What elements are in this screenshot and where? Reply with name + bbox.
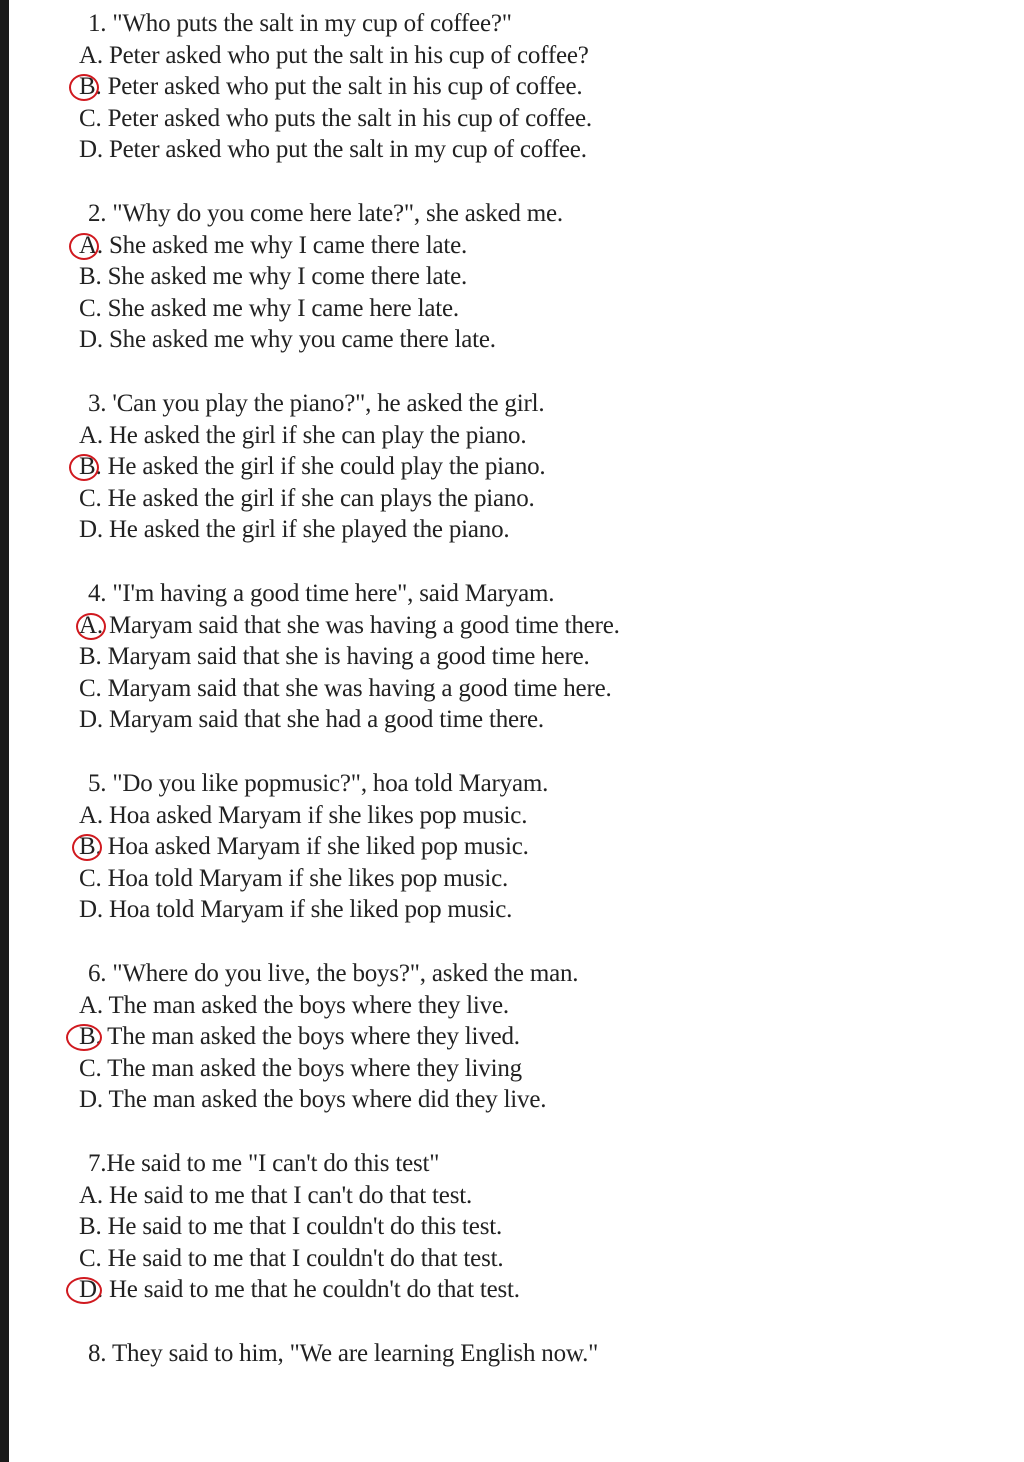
option-d: D. She asked me why you came there late. <box>79 326 496 354</box>
option-c: C. He asked the girl if she can plays the piano. <box>79 484 535 512</box>
question-stem: 5. "Do you like popmusic?", hoa told Maryam. <box>88 770 549 797</box>
answer-circle-mark <box>69 74 99 101</box>
option-a: A. He asked the girl if she can play the piano. <box>79 421 527 449</box>
option-c: C. Maryam said that she was having a good time here. <box>79 674 612 702</box>
option-a: A. Hoa asked Maryam if she likes pop music. <box>79 801 528 829</box>
option-c: C. Hoa told Maryam if she likes pop music. <box>79 864 509 892</box>
answer-circle-mark <box>69 233 99 260</box>
option-b <box>0 451 800 483</box>
option-text: A. Maryam said that she was having a good time there. <box>79 611 620 639</box>
option-text: B. The man asked the boys where they lived. <box>79 1023 520 1051</box>
option-text: B. He asked the girl if she could play the piano. <box>79 453 546 481</box>
question-stem: 7.He said to me "I can't do this test" <box>88 1150 440 1177</box>
question-4 <box>0 578 800 736</box>
option-d: D. The man asked the boys where did they live. <box>79 1086 547 1114</box>
answer-circle-mark <box>69 454 99 481</box>
option-a: A. The man asked the boys where they live. <box>79 991 509 1019</box>
question-1 <box>0 8 800 166</box>
option-b <box>0 831 800 863</box>
question-5 <box>0 768 800 926</box>
question-stem: 1. "Who puts the salt in my cup of coffee?" <box>88 10 512 37</box>
answer-circle-mark <box>76 613 106 640</box>
option-c: C. He said to me that I couldn't do that test. <box>79 1244 504 1272</box>
option-a: A. Peter asked who put the salt in his cup of coffee? <box>79 41 589 69</box>
question-6 <box>0 958 800 1116</box>
option-d: D. He asked the girl if she played the piano. <box>79 516 510 544</box>
option-b <box>0 71 800 103</box>
option-text: B. Hoa asked Maryam if she liked pop music. <box>79 833 529 861</box>
option-d <box>0 1274 800 1306</box>
question-3 <box>0 388 800 546</box>
question-2 <box>0 198 800 356</box>
option-b <box>0 1021 800 1053</box>
option-a <box>0 610 800 642</box>
option-d: D. Hoa told Maryam if she liked pop music. <box>79 896 513 924</box>
question-stem: 8. They said to him, "We are learning English now." <box>88 1340 599 1367</box>
question-7 <box>0 1148 800 1306</box>
option-c: C. She asked me why I came here late. <box>79 294 459 322</box>
option-text: B. Peter asked who put the salt in his cup of coffee. <box>79 73 583 101</box>
option-text: A. She asked me why I came there late. <box>79 231 468 259</box>
answer-circle-mark <box>72 834 102 861</box>
option-b: B. Maryam said that she is having a good time here. <box>79 643 590 671</box>
option-a: A. He said to me that I can't do that test. <box>79 1181 473 1209</box>
option-d: D. Maryam said that she had a good time there. <box>79 706 544 734</box>
question-stem: 3. 'Can you play the piano?", he asked the girl. <box>88 390 545 417</box>
question-stem: 2. "Why do you come here late?", she asked me. <box>88 200 563 227</box>
option-c: C. The man asked the boys where they living <box>79 1054 522 1082</box>
question-stem: 6. "Where do you live, the boys?", asked the man. <box>88 960 579 987</box>
option-d: D. Peter asked who put the salt in my cup of coffee. <box>79 136 587 164</box>
question-stem: 4. "I'm having a good time here", said Maryam. <box>88 580 555 607</box>
answer-circle-mark <box>66 1024 102 1051</box>
option-b: B. He said to me that I couldn't do this test. <box>79 1213 503 1241</box>
option-text: D. He said to me that he couldn't do that test. <box>79 1276 520 1304</box>
question-8 <box>0 1338 800 1370</box>
option-a <box>0 230 800 262</box>
option-c: C. Peter asked who puts the salt in his cup of coffee. <box>79 104 592 132</box>
option-b: B. She asked me why I come there late. <box>79 263 468 291</box>
